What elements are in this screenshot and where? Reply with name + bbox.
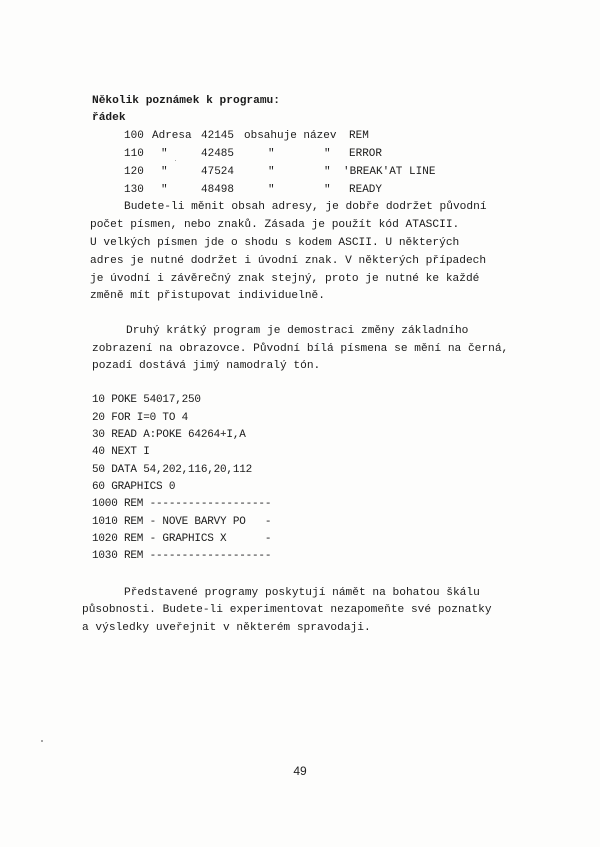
- page-number: 49: [293, 764, 307, 778]
- text-line: Budete-li měnit obsah adresy, je dobře dodržet původní: [124, 201, 487, 213]
- table-row-obsah2: ": [324, 148, 331, 160]
- code-line: 40 NEXT I: [92, 446, 150, 458]
- table-row-value: READY: [349, 184, 383, 196]
- text-line: pozadí dostává jimý namodralý tón.: [92, 360, 321, 372]
- table-row-obsah: obsahuje název: [244, 130, 337, 142]
- scan-speck: [41, 740, 43, 742]
- code-line: 20 FOR I=0 TO 4: [92, 412, 189, 424]
- text-line: a výsledky uveřejnit v některém spravodaji.: [82, 622, 371, 634]
- table-row-label: ": [161, 148, 168, 160]
- code-line: 50 DATA 54,202,116,20,112: [92, 464, 253, 476]
- code-line: 1020 REM - GRAPHICS X -: [92, 533, 272, 545]
- text-line: Představené programy poskytují námět na bohatou škálu: [124, 587, 480, 599]
- heading-title: Několik poznámek k programu:: [92, 95, 280, 107]
- table-row-label: ": [161, 184, 168, 196]
- table-row-label: Adresa: [152, 130, 192, 142]
- table-row-obsah: ": [268, 184, 275, 196]
- text-line: počet písmen, nebo znaků. Zásada je použít kód ATASCII.: [90, 219, 460, 231]
- code-line: 1010 REM - NOVE BARVY PO -: [92, 516, 272, 528]
- table-row-line: 120: [124, 166, 144, 178]
- table-row-line: 100: [124, 130, 144, 142]
- table-row-obsah2: ": [324, 184, 331, 196]
- code-line: 1000 REM -------------------: [92, 498, 272, 510]
- table-row-address: 42485: [201, 148, 235, 160]
- table-row-value: REM: [349, 130, 369, 142]
- table-row-value: ERROR: [349, 148, 383, 160]
- code-line: 10 POKE 54017,250: [92, 394, 201, 406]
- table-row-obsah2: ": [324, 166, 331, 178]
- table-row-obsah: ": [268, 148, 275, 160]
- text-line: je úvodní i závěrečný znak stejný, proto je nutné ke každé: [90, 273, 480, 285]
- code-line: 30 READ A:POKE 64264+I,A: [92, 429, 246, 441]
- table-row-address: 48498: [201, 184, 235, 196]
- heading-subtitle: řádek: [92, 112, 126, 124]
- table-row-label: ": [161, 166, 168, 178]
- table-row-address: 47524: [201, 166, 235, 178]
- code-line: 1030 REM -------------------: [92, 550, 272, 562]
- scan-speck: [175, 160, 176, 161]
- text-line: Druhý krátký program je demostraci změny základního: [126, 325, 469, 337]
- table-row-obsah: ": [268, 166, 275, 178]
- table-row-line: 110: [124, 148, 144, 160]
- table-row-value: 'BREAK'AT LINE: [343, 166, 436, 178]
- text-line: adres je nutné dodržet i úvodní znak. V některých případech: [90, 255, 487, 267]
- text-line: působnosti. Budete-li experimentovat nezapomeňte své poznatky: [82, 604, 492, 616]
- text-line: změně mít přistupovat individuelně.: [90, 290, 325, 302]
- code-line: 60 GRAPHICS 0: [92, 481, 176, 493]
- table-row-address: 42145: [201, 130, 235, 142]
- text-line: U velkých písmen jde o shodu s kodem ASCII. U některých: [90, 237, 460, 249]
- text-line: zobrazení na obrazovce. Původní bílá písmena se mění na černá,: [92, 343, 509, 355]
- table-row-line: 130: [124, 184, 144, 196]
